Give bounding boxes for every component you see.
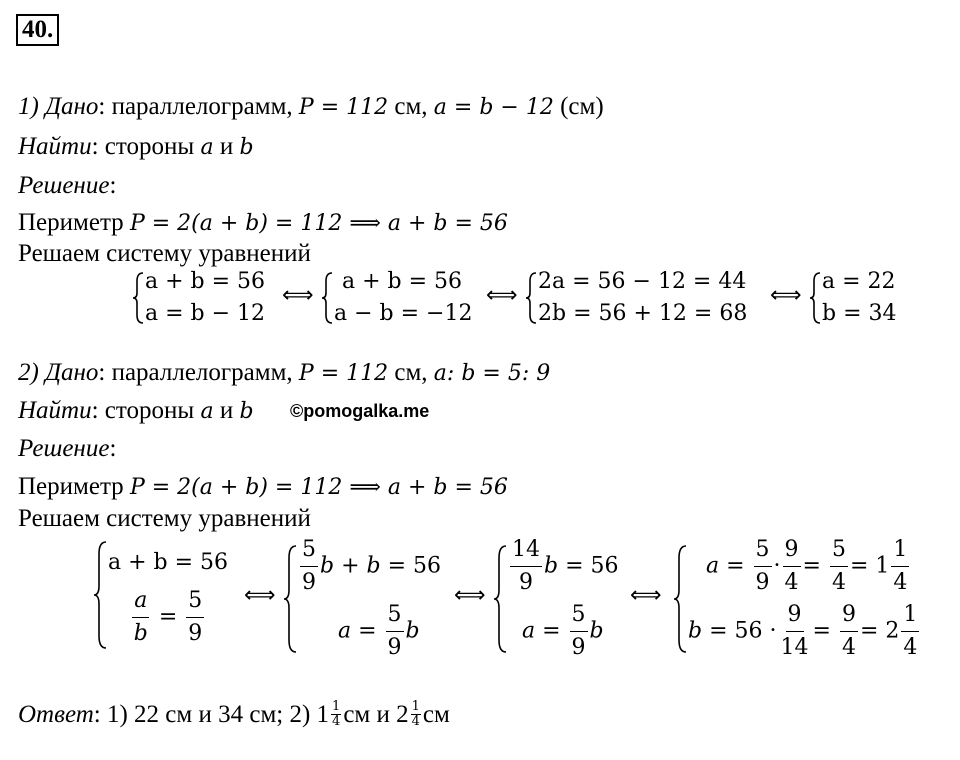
system-row: $\frac{5}{9}$ b + b = 56 [298,534,441,599]
fraction: $\frac{5}{9}$ [386,599,404,664]
part1-find-label: Найти [18,133,92,160]
fraction: $\frac{9}{14}$ [779,599,811,664]
watermark: ©pomogalka.me [290,401,430,421]
part1-find-line [18,134,254,159]
part1-find-a: a [200,135,214,160]
part1-system-2 [320,266,472,330]
part1-given-unit: см, [388,93,434,120]
system-row: 2b = 56 + 12 = 68 [538,301,748,326]
answer-text-3: см [422,700,450,728]
part1-given-math2: a = b − 12 [433,95,554,120]
system-row: b = 34 [822,301,897,326]
system-row: $\frac{a}{b}$ = $\frac{5}{9}$ [130,585,207,650]
part2-given-math: P = 112 [298,361,389,386]
part1-perimeter-math: P = 2(a + b) = 112 ⟹ a + b = 56 [129,211,508,236]
left-brace-icon [808,271,822,325]
left-brace-icon [320,271,334,325]
part1-perimeter-word: Периметр [18,209,130,236]
part2-system-intro: Решаем систему уравнений [18,505,311,532]
part1-system-intro: Решаем систему уравнений [18,240,311,267]
answer-line [18,700,450,728]
part1-system-4 [808,266,897,330]
fraction: $\frac{1}{4}$ [901,599,919,664]
part1-perimeter-line [18,210,508,235]
part2-perimeter-word: Периметр [18,473,130,500]
answer-label: Ответ [18,700,94,728]
part1-system-1 [131,266,265,330]
part1-find-text: : стороны [91,133,201,160]
part2-find-b: b [239,399,254,424]
part1-given-unit2: (см) [553,93,604,120]
part1-find-b: b [239,135,254,160]
left-brace-icon [672,544,688,654]
part2-given-math2: a: b = 5: 9 [433,361,551,386]
part1-system-3 [524,266,747,330]
part1-given-math: P = 112 [298,95,389,120]
part2-given-text: : параллелограмм, [98,359,299,386]
iff-arrow-icon: ⟺ [770,283,802,308]
system-row: a = $\frac{5}{9}$ · $\frac{9}{4}$ = $\frac{5}{4}$ = 1 $\frac{1}{4}$ [688,534,921,599]
fraction: $\frac{9}{4}$ [840,599,858,664]
part2-given-line [18,360,550,385]
iff-arrow-icon: ⟺ [282,283,314,308]
system-row: a − b = −12 [334,301,473,326]
system-row: 2a = 56 − 12 = 44 [538,269,747,294]
iff-arrow-icon: ⟺ [454,583,486,608]
part2-system-3 [492,534,619,664]
left-brace-icon [131,271,145,325]
answer-text-2: см и 2 [343,700,409,728]
part2-find-and: и [213,397,240,424]
system-row: $\frac{14}{9}$ b = 56 [508,534,619,599]
part2-perimeter-math: P = 2(a + b) = 112 ⟹ a + b = 56 [129,475,508,500]
part2-given-label: 2) Дано [18,359,99,386]
part1-given-label: 1) Дано [18,93,99,120]
left-brace-icon [524,271,538,325]
part2-solution-line [18,436,116,461]
part1-solution-line [18,173,116,198]
part2-find-line [18,398,254,423]
fraction: 1 4 [332,699,341,729]
part1-given-line [18,94,604,119]
fraction: $\frac{1}{4}$ [891,534,909,599]
left-brace-icon [492,544,508,654]
part1-find-and: и [213,133,240,160]
system-row: b = 56 · $\frac{9}{14}$ = $\frac{9}{4}$ = 2 $\frac{1}{4}$ [688,599,921,664]
answer-text-1: : 1) 22 см и 34 см; 2) 1 [93,700,330,728]
iff-arrow-icon: ⟺ [486,283,518,308]
part2-find-a: a [200,399,214,424]
system-row: a = $\frac{5}{9}$ b [508,599,619,664]
part2-solution-label: Решение [18,435,110,462]
system-row: a = $\frac{5}{9}$ b [298,599,441,664]
fraction: $\frac{14}{9}$ [510,534,542,599]
system-row: a = b − 12 [145,301,266,326]
part2-perimeter-line [18,474,508,499]
fraction: $\frac{5}{9}$ [570,599,588,664]
part1-solution-colon: : [109,172,117,199]
system-row: a = 22 [822,269,896,294]
part2-find-text: : стороны [91,397,201,424]
part2-system-2 [282,534,441,664]
part2-given-unit: см, [388,359,434,386]
left-brace-icon [92,540,108,650]
fraction: $\frac{a}{b}$ [132,585,150,650]
left-brace-icon [282,544,298,654]
iff-arrow-icon: ⟺ [630,583,662,608]
part2-system-4 [672,534,921,664]
fraction: $\frac{5}{9}$ [300,534,318,599]
fraction: $\frac{5}{9}$ [754,534,772,599]
fraction: $\frac{9}{4}$ [783,534,801,599]
problem-number: 40. [16,14,59,46]
fraction: $\frac{5}{4}$ [830,534,848,599]
system-row: a + b = 56 [145,269,266,294]
iff-arrow-icon: ⟺ [244,583,276,608]
fraction: $\frac{5}{9}$ [186,585,204,650]
system-row: a + b = 56 [108,549,229,575]
fraction: 1 4 [411,699,420,729]
part2-system-1 [92,540,228,650]
part2-find-label: Найти [18,397,92,424]
part1-given-text: : параллелограмм, [98,93,299,120]
part1-solution-label: Решение [18,172,110,199]
system-row: a + b = 56 [342,269,463,294]
part2-solution-colon: : [109,435,117,462]
